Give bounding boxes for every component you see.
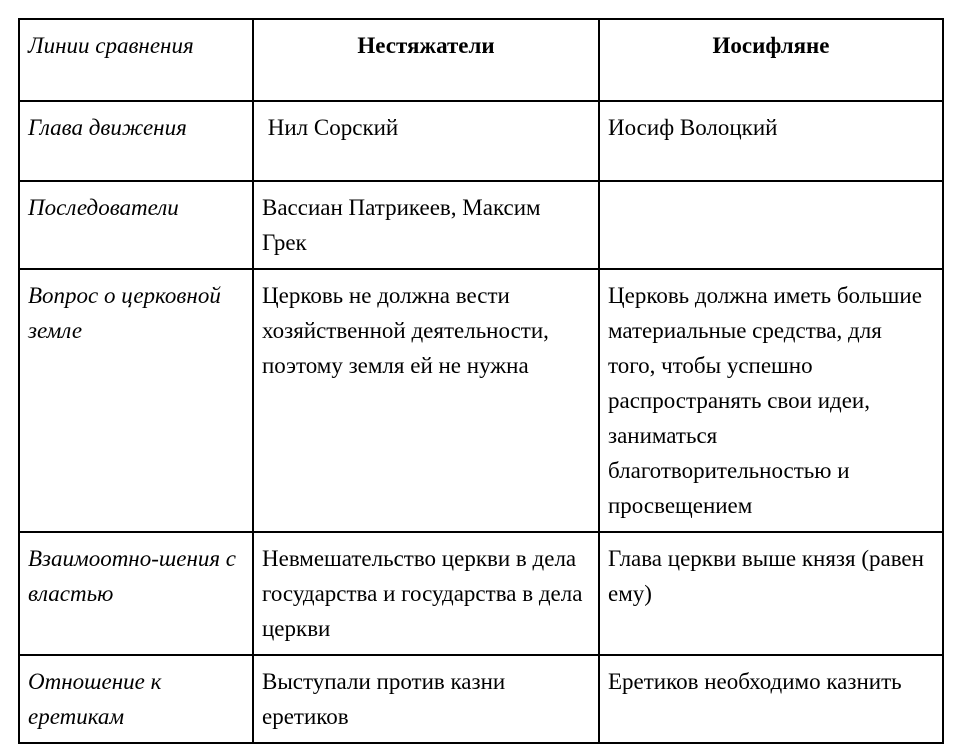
cell-nestyazhateli-movement-head: Нил Сорский: [253, 101, 599, 181]
cell-iosiflyane-church-land: Церковь должна иметь большие материальные средства, для того, чтобы успешно распространять свои идеи, заниматься благотворительностью и просвещением: [599, 269, 943, 532]
table-row: [19, 101, 943, 181]
table-row: [19, 532, 943, 655]
cell-iosiflyane-relations-with-power: Глава церкви выше князя (равен ему): [599, 532, 943, 655]
header-comparison-lines: Линии сравнения: [19, 19, 253, 101]
table-row: [19, 269, 943, 532]
table-row: [19, 655, 943, 743]
cell-iosiflyane-movement-head: Иосиф Волоцкий: [599, 101, 943, 181]
table-header-row: [19, 19, 943, 101]
table-row: [19, 181, 943, 269]
header-nestyazhateli: Нестяжатели: [253, 19, 599, 101]
cell-iosiflyane-heretics: Еретиков необходимо казнить: [599, 655, 943, 743]
row-label-followers: Последователи: [19, 181, 253, 269]
cell-nestyazhateli-heretics: Выступали против казни еретиков: [253, 655, 599, 743]
row-label-church-land: Вопрос о церковной земле: [19, 269, 253, 532]
row-label-heretics: Отношение к еретикам: [19, 655, 253, 743]
cell-nestyazhateli-followers: Вассиан Патрикеев, Максим Грек: [253, 181, 599, 269]
row-label-movement-head: Глава движения: [19, 101, 253, 181]
comparison-table: [18, 18, 944, 744]
cell-iosiflyane-followers: [599, 181, 943, 269]
cell-nestyazhateli-church-land: Церковь не должна вести хозяйственной деятельности, поэтому земля ей не нужна: [253, 269, 599, 532]
header-iosiflyane: Иосифляне: [599, 19, 943, 101]
cell-nestyazhateli-relations-with-power: Невмешательство церкви в дела государства и государства в дела церкви: [253, 532, 599, 655]
row-label-relations-with-power: Взаимоотно-шения с властью: [19, 532, 253, 655]
